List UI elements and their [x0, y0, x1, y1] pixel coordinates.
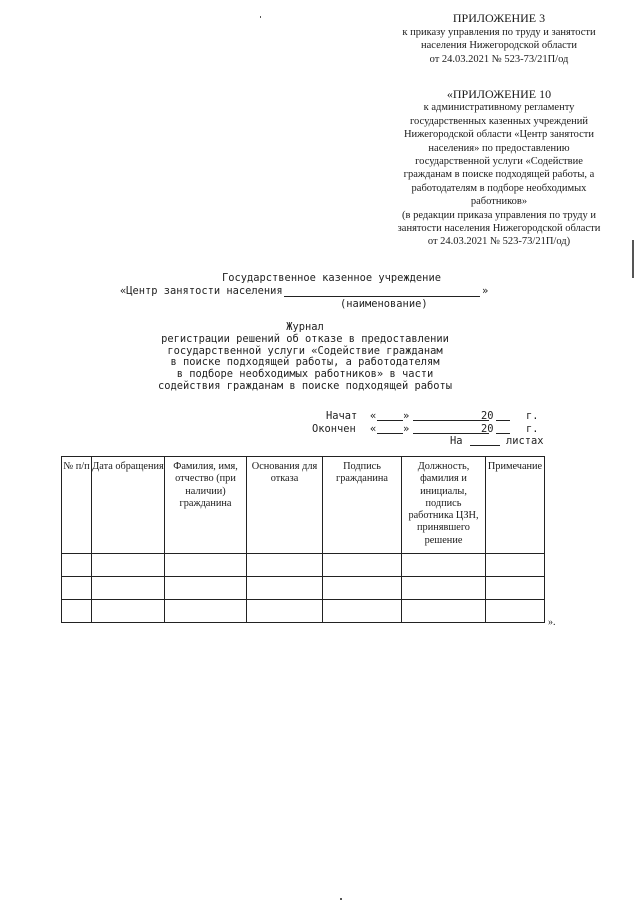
table-cell[interactable]	[92, 554, 165, 577]
table-cell[interactable]	[402, 554, 486, 577]
table-cell[interactable]	[92, 577, 165, 600]
table-cell[interactable]	[323, 554, 402, 577]
appendix3-line: населения Нижегородской области	[421, 40, 577, 51]
journal-title-block	[100, 322, 510, 393]
table-row	[62, 577, 545, 600]
ended-month-field[interactable]	[413, 433, 489, 434]
table-row	[62, 554, 545, 577]
pages-suffix: листах	[506, 435, 544, 448]
appendix10-title: «ПРИЛОЖЕНИЕ 10	[446, 87, 552, 101]
appendix3-block	[380, 12, 618, 66]
started-day-field[interactable]	[377, 420, 403, 421]
appendix10-line: от 24.03.2021 № 523-73/21П/од)	[427, 236, 571, 248]
journal-dates-block	[300, 410, 550, 448]
table-cell[interactable]	[486, 554, 545, 577]
table-cell[interactable]	[165, 554, 247, 577]
column-header-reason: Основания для отказа	[247, 457, 323, 554]
table-header-row	[62, 457, 545, 554]
table-row	[62, 600, 545, 623]
journal-title-line: в подборе необходимых работников» в части	[176, 368, 434, 381]
table-cell[interactable]	[247, 577, 323, 600]
started-row	[300, 410, 550, 423]
ended-row	[300, 423, 550, 436]
column-header-name: Фамилия, имя, отчество (при наличии) гражданина	[165, 457, 247, 554]
year-suffix: г.	[526, 410, 539, 422]
appendix10-line: (в редакции приказа управления по труду и	[402, 209, 596, 221]
quote-close: »	[403, 410, 410, 422]
table-cell[interactable]	[62, 554, 92, 577]
journal-title-line: государственной услуги «Содействие гражданам	[167, 344, 443, 357]
table-cell[interactable]	[402, 600, 486, 623]
journal-title-line: содействия гражданам в поиске подходящей работы	[157, 379, 453, 392]
table-cell[interactable]	[247, 600, 323, 623]
journal-table	[61, 456, 545, 623]
institution-name-field[interactable]	[284, 296, 480, 297]
table-cell[interactable]	[165, 600, 247, 623]
year-suffix: г.	[526, 422, 539, 435]
table-cell[interactable]	[165, 577, 247, 600]
year-prefix: 20	[481, 422, 494, 435]
appendix3-line: от 24.03.2021 № 523-73/21П/од	[429, 53, 569, 65]
pages-prefix: На	[450, 435, 463, 448]
journal-title-line: регистрации решений об отказе в предоставлении	[161, 332, 449, 345]
ended-day-field[interactable]	[377, 433, 403, 434]
quote-open: «	[370, 422, 377, 435]
table-cell[interactable]	[486, 600, 545, 623]
table-cell[interactable]	[402, 577, 486, 600]
year-prefix: 20	[481, 410, 494, 422]
column-header-note: Примечание	[486, 457, 545, 554]
appendix10-line: к административному регламенту	[423, 102, 575, 114]
scan-dust-mark	[260, 16, 261, 18]
appendix10-line: государственной услуги «Содействие	[415, 156, 583, 168]
appendix10-line: гражданам в поиске подходящей работы, а	[403, 169, 595, 181]
started-label: Начат	[326, 410, 358, 422]
scan-edge-mark	[632, 240, 634, 278]
institution-type: Государственное казенное учреждение	[222, 272, 441, 284]
appendix10-line: занятости населения Нижегородской области	[397, 223, 601, 235]
table-cell[interactable]	[323, 577, 402, 600]
appendix10-line: государственных казенных учреждений	[409, 115, 589, 127]
table-cell[interactable]	[92, 600, 165, 623]
table-cell[interactable]	[323, 600, 402, 623]
appendix10-line: работников»	[470, 196, 528, 208]
appendix10-line: населения» по предоставлению	[428, 142, 570, 154]
closing-quote: ».	[548, 617, 556, 628]
institution-caption: (наименование)	[340, 298, 428, 310]
institution-name-prefix: «Центр занятости населения	[120, 285, 283, 297]
quote-open: «	[370, 410, 377, 422]
journal-title-line: в поиске подходящей работы, а работодателям	[170, 356, 440, 369]
started-month-field[interactable]	[413, 420, 489, 421]
institution-name-suffix: »	[482, 285, 489, 297]
column-header-official: Должность, фамилия и инициалы, подпись работника ЦЗН, принявшего решение	[402, 457, 486, 554]
journal-title: Журнал	[286, 321, 324, 333]
pages-count-field[interactable]	[470, 445, 500, 446]
appendix10-line: Нижегородской области «Центр занятости	[403, 129, 595, 141]
appendix10-line: работодателям в подборе необходимых	[411, 182, 587, 194]
column-header-signature: Подпись гражданина	[323, 457, 402, 554]
scan-dust-mark	[340, 898, 342, 900]
ended-year-field[interactable]	[496, 433, 510, 434]
column-header-number: № п/п	[62, 457, 92, 554]
ended-label: Окончен	[312, 422, 356, 435]
appendix3-line: к приказу управления по труду и занятости	[402, 26, 596, 38]
appendix3-title: ПРИЛОЖЕНИЕ 3	[452, 11, 546, 25]
table-cell[interactable]	[247, 554, 323, 577]
table-cell[interactable]	[486, 577, 545, 600]
quote-close: »	[403, 422, 410, 435]
pages-row	[300, 435, 550, 448]
started-year-field[interactable]	[496, 420, 510, 421]
table-cell[interactable]	[62, 577, 92, 600]
table-cell[interactable]	[62, 600, 92, 623]
column-header-date: Дата обращения	[92, 457, 165, 554]
appendix10-block	[380, 88, 618, 249]
